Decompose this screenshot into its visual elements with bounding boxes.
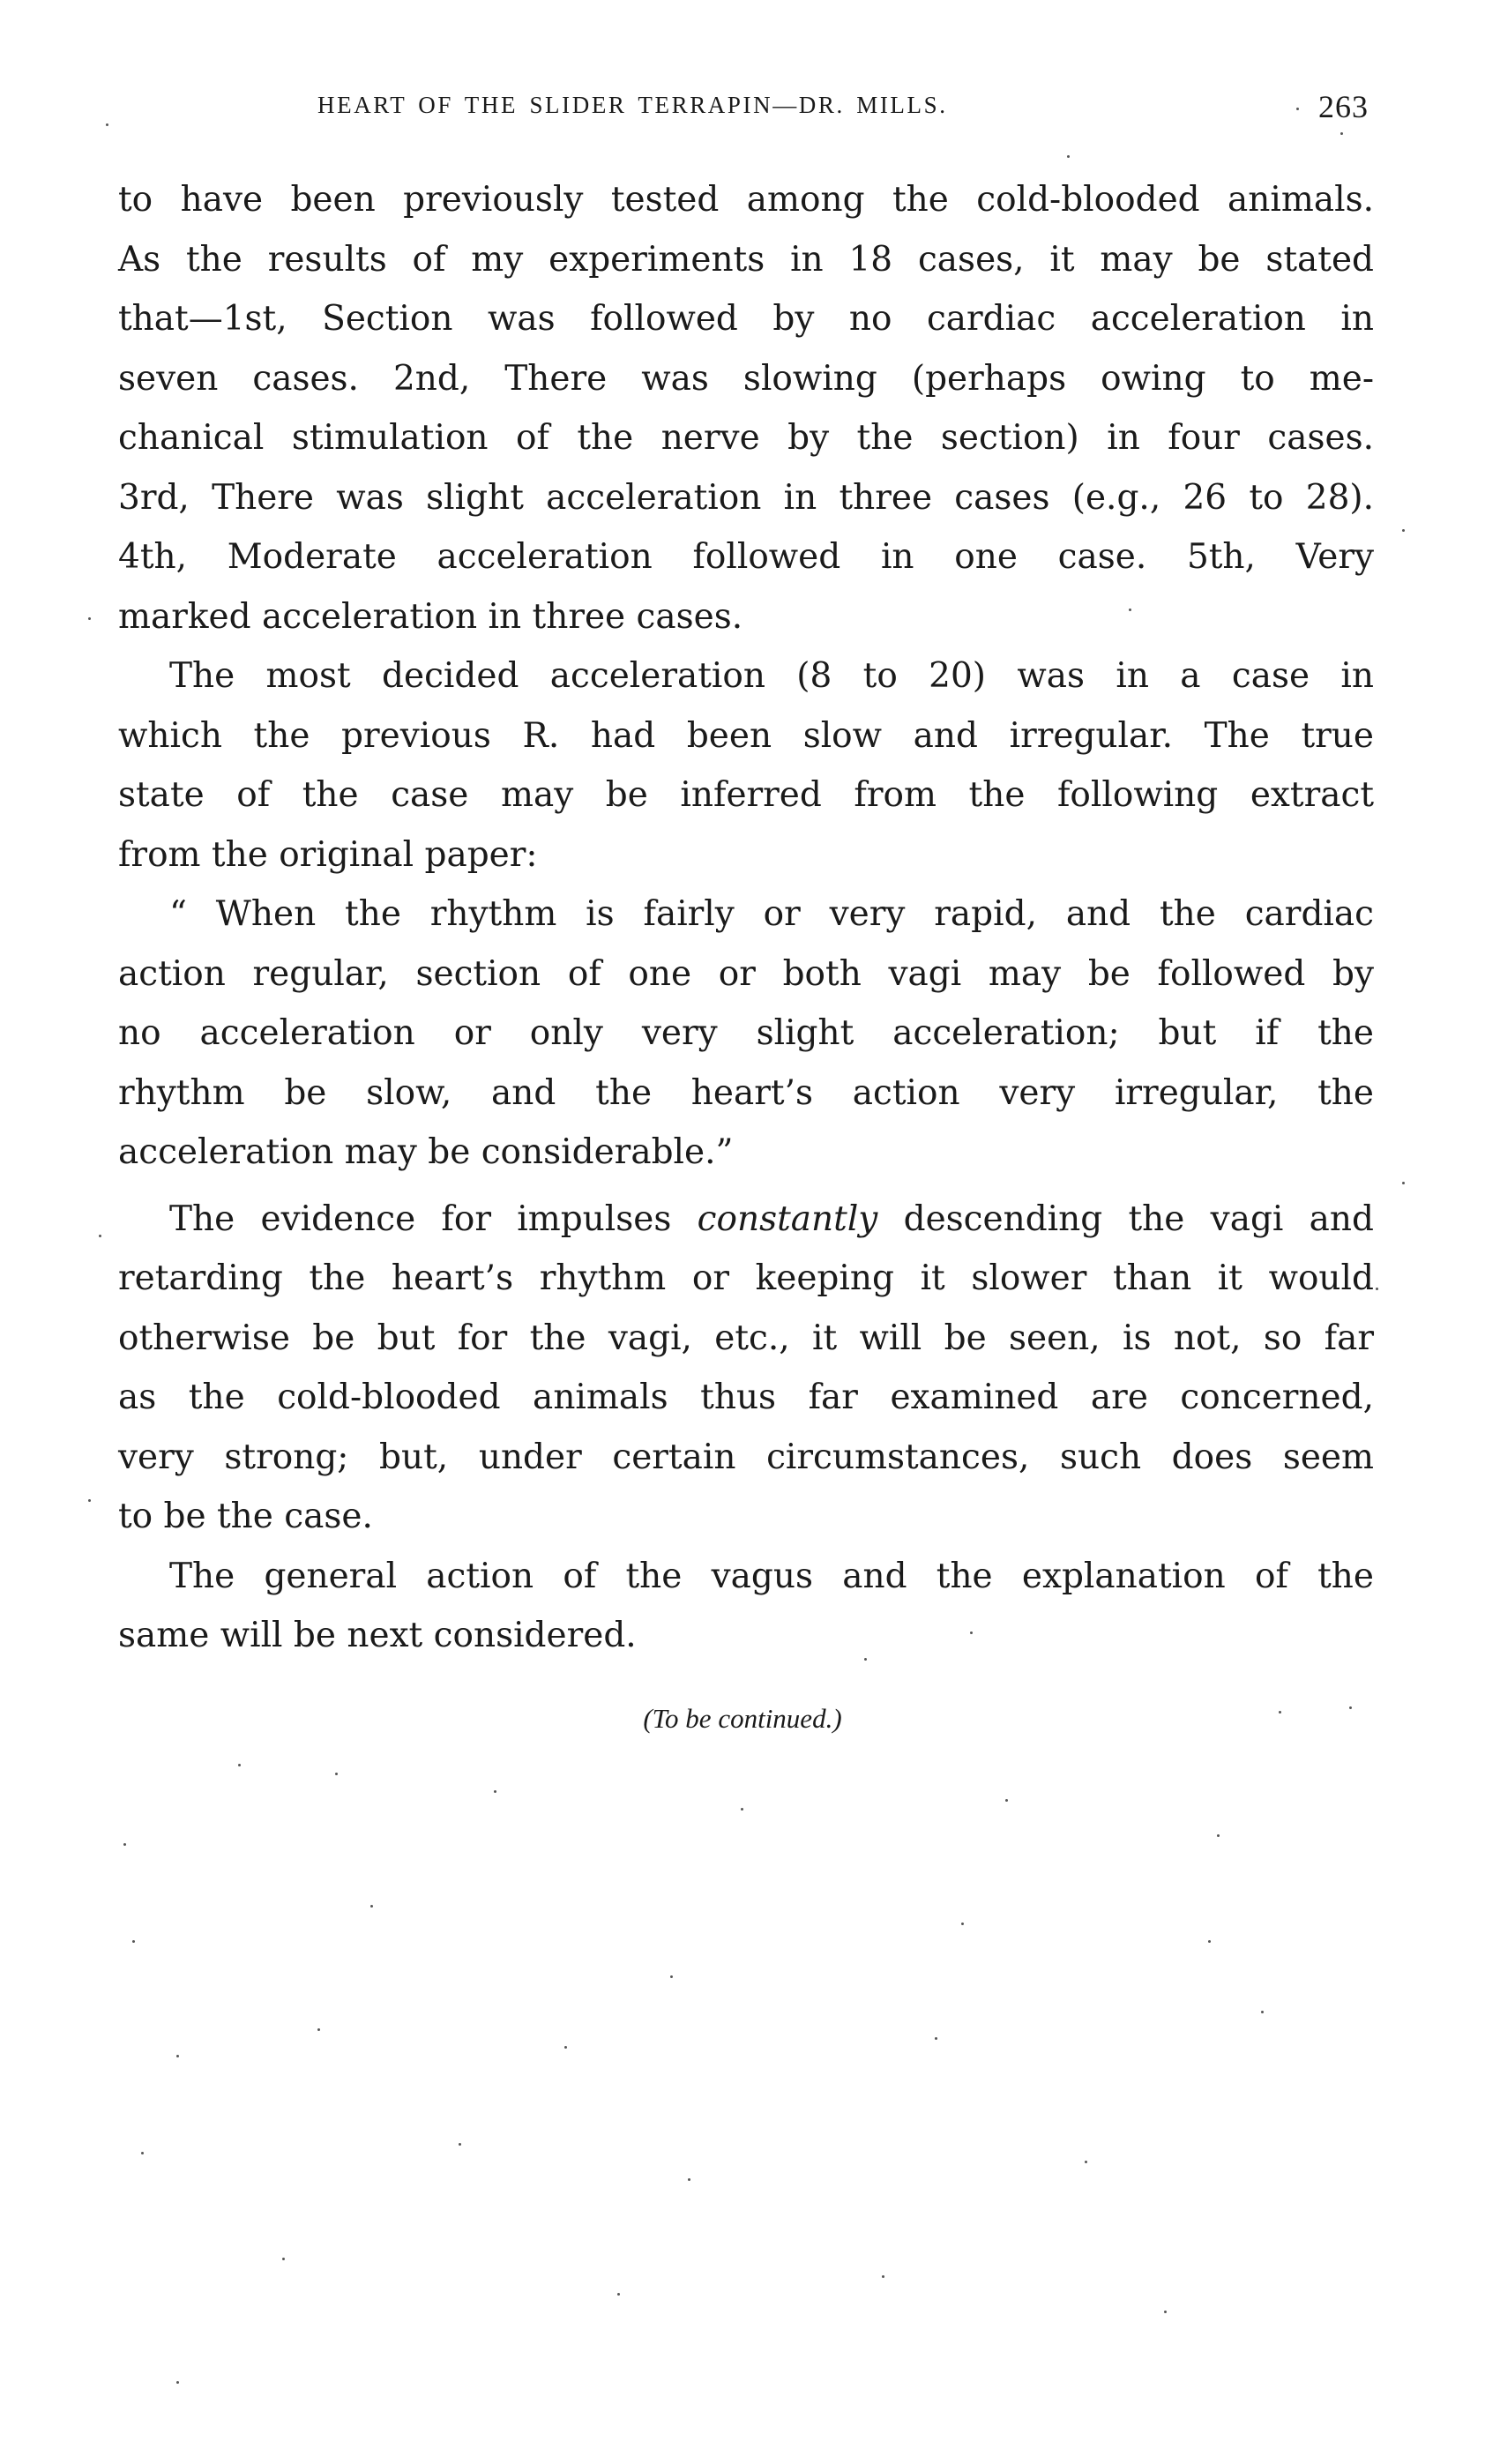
text-line: which the previous R. had been slow and irregular. The true — [118, 715, 1374, 756]
text-segment: descending the vagi and — [877, 1198, 1374, 1239]
text-line: The most decided acceleration (8 to 20) was in a case in — [169, 656, 1374, 696]
quote-line: “ When the rhythm is fairly or very rapid, and the cardiac — [169, 894, 1374, 934]
text-line: same will be next considered. — [118, 1616, 637, 1655]
page-number: 263 — [1318, 89, 1369, 124]
text-line: retarding the heart’s rhythm or keeping it slower than it would — [118, 1258, 1374, 1298]
quote-line: rhythm be slow, and the heart’s action very irregular, the — [118, 1072, 1374, 1113]
text-line: from the original paper: — [118, 834, 538, 875]
text-line: very strong; but, under certain circumstances, such does seem — [118, 1437, 1374, 1477]
text-line: seven cases. 2nd, There was slowing (perhaps owing to me- — [118, 358, 1374, 399]
text-line: As the results of my experiments in 18 cases, it may be stated — [118, 239, 1374, 280]
text-line: state of the case may be inferred from the following extract — [118, 775, 1374, 815]
text-line: chanical stimulation of the nerve by the section) in four cases. — [118, 418, 1374, 458]
running-head — [317, 88, 1376, 132]
text-line: marked acceleration in three cases. — [118, 596, 743, 637]
text-line: that—1st, Section was followed by no cardiac acceleration in — [118, 299, 1374, 339]
quote-line: no acceleration or only very slight acceleration; but if the — [118, 1013, 1374, 1053]
text-line: to be the case. — [118, 1497, 373, 1536]
text-line: The general action of the vagus and the explanation of the — [169, 1556, 1374, 1596]
quote-line: acceleration may be considerable.” — [118, 1132, 734, 1172]
text-line: 3rd, There was slight acceleration in three cases (e.g., 26 to 28). — [118, 477, 1374, 518]
continued-note: (To be continued.) — [643, 1703, 842, 1734]
text-segment: The evidence for impulses — [169, 1198, 698, 1239]
text-line: otherwise be but for the vagi, etc., it will be seen, is not, so far — [118, 1318, 1374, 1358]
italic-emphasis: constantly — [697, 1198, 878, 1239]
text-line: as the cold-blooded animals thus far examined are concerned, — [118, 1378, 1374, 1417]
text-line — [118, 1190, 1374, 1250]
text-line: 4th, Moderate acceleration followed in one case. 5th, Very — [118, 537, 1374, 577]
text-line: to have been previously tested among the cold-blooded animals. — [118, 180, 1374, 220]
quote-line: action regular, section of one or both vagi may be followed by — [118, 953, 1374, 994]
body-text — [118, 170, 1374, 1666]
running-title: HEART OF THE SLIDER TERRAPIN—DR. MILLS. — [317, 92, 948, 118]
